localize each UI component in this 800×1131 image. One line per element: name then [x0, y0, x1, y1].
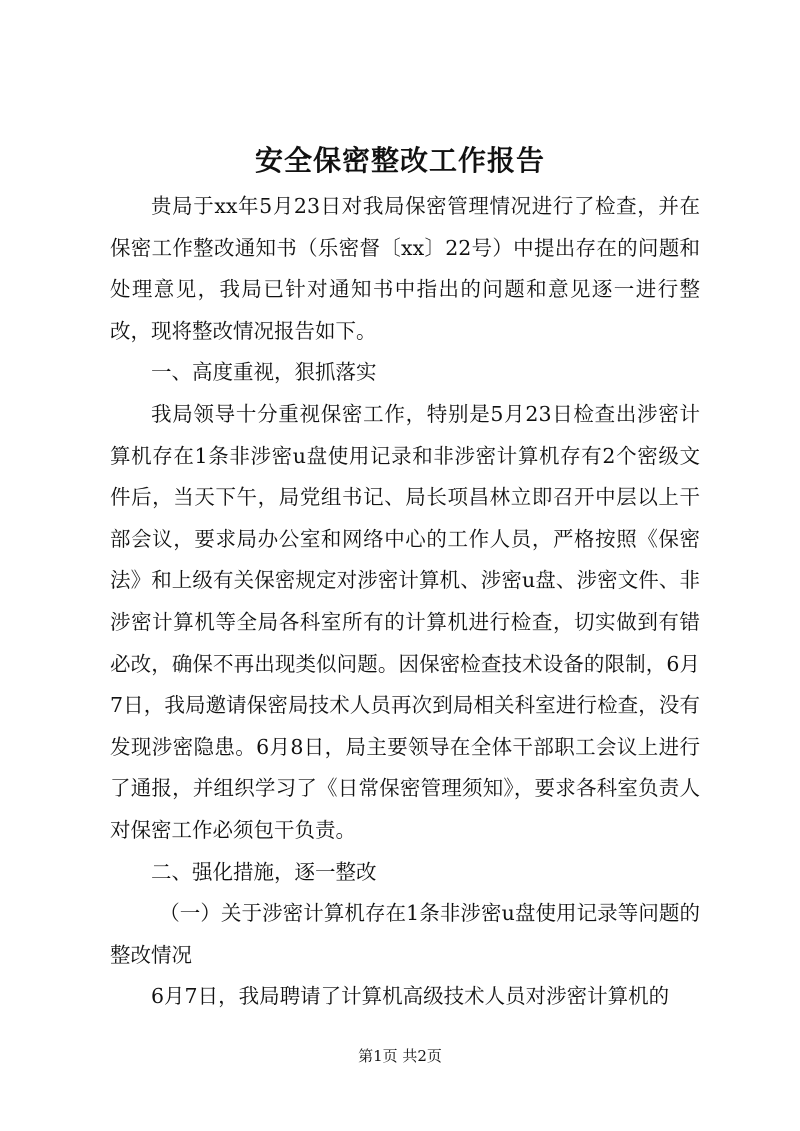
document-body — [110, 186, 700, 1018]
subsection-heading-1: （一）关于涉密计算机存在1条非涉密u盘使用记录等问题的整改情况 — [110, 901, 700, 967]
section-1-paragraph: 我局领导十分重视保密工作，特别是5月23日检查出涉密计算机存在1条非涉密u盘使用记录和非涉密计算机存有2个密级文件后，当天下午，局党组书记、局长项昌林立即召开中层以上干部会议，要求局办公室和网络中心的工作人员，严格按照《保密法》和上级有关保密规定对涉密计算机、涉密u盘、涉密文件、非涉密计算机等全局各科室所有的计算机进行检查，切实做到有错必改，确保不再出现类似问题。因保密检查技术设备的限制，6月7日，我局邀请保密局技术人员再次到局相关科室进行检查，没有发现涉密隐患。6月8日，局主要领导在全体干部职工会议上进行了通报，并组织学习了《日常保密管理须知》，要求各科室负责人对保密工作必须包干负责。 — [110, 401, 700, 842]
document-title: 安全保密整改工作报告 — [254, 144, 545, 177]
page-number-footer: 第1页 共2页 — [358, 1047, 442, 1065]
section-heading-1: 一、高度重视，狠抓落实 — [151, 360, 377, 385]
subsection-1-paragraph: 6月7日，我局聘请了计算机高级技术人员对涉密计算机的 — [151, 984, 670, 1009]
section-heading-2: 二、强化措施，逐一整改 — [151, 859, 377, 884]
intro-paragraph: 贵局于xx年5月23日对我局保密管理情况进行了检查，并在保密工作整改通知书（乐密督〔xx〕22号）中提出存在的问题和处理意见，我局已针对通知书中指出的问题和意见逐一进行整改，现将整改情况报告如下。 — [110, 194, 700, 343]
